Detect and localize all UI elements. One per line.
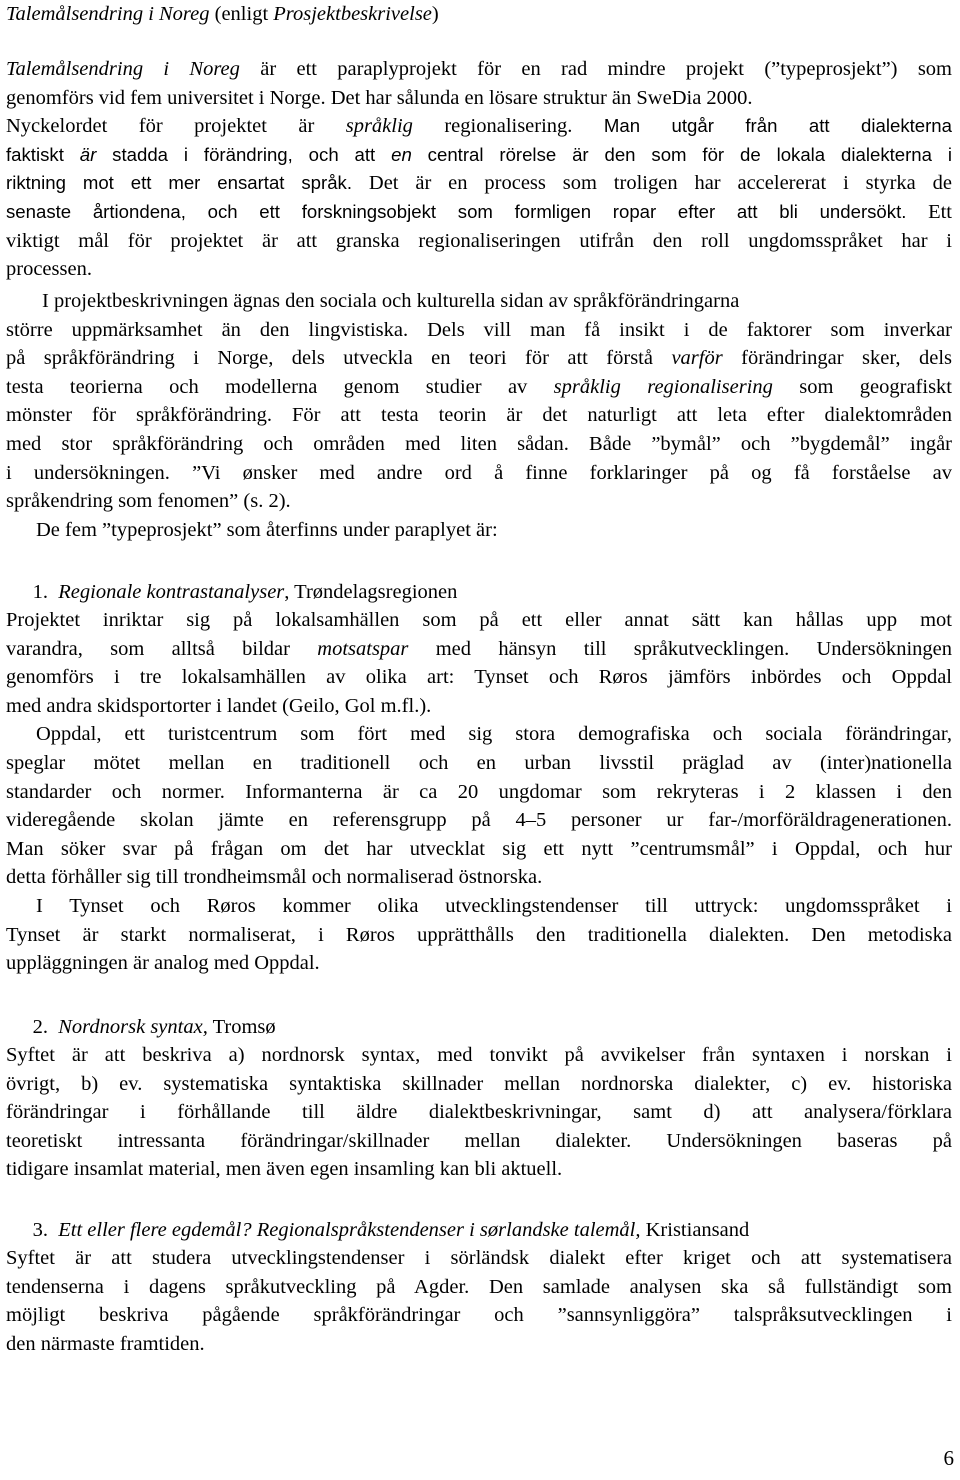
document-title: Talemålsendring i Noreg (enligt Prosjektbeskrivelse) — [6, 3, 439, 25]
item-2-body: Syftet är att beskriva a) nordnorsk syntax, med tonvikt på avvikelser från syntaxen i norskan i övrigt, b) ev. systematiska syntaktiska skillnader mellan nordnorska dialekter, c) ev. historiska förändringar i förhållande till äldre dialektbeskrivningar, samt d) att analysera/förklara teoretiskt intressanta förändringar/skillnader mellan dialekter. Undersökningen baseras på tidigare insamlat material, men även egen insamling kan bli aktuell. — [6, 1044, 952, 1181]
item-3-body: Syftet är att studera utvecklingstendenser i sörländsk dialekt efter kriget och att systematisera tendenserna i dagens språkutveckling på Agder. Den samlade analysen ska så fullständigt som möjligt beskriva pågående språkförändringar och ”sannsynliggöra” talspråksutvecklingen i den närmaste framtiden. — [6, 1247, 952, 1355]
item-2-heading: 2. Nordnorsk syntax, Tromsø — [32, 1016, 276, 1038]
item-1-heading: 1. Regionale kontrastanalyser, Trøndelagsregionen — [32, 581, 458, 603]
item-3-heading: 3. Ett eller flere egdemål? Regionalspråkstendenser i sørlandske talemål, Kristiansand — [32, 1219, 750, 1241]
item-1-body: Projektet inriktar sig på lokalsamhällen som på ett eller annat sätt kan hållas upp mot varandra, som alltså bildar motsatspar med hänsyn till språkutvecklingen. Undersökningen genomförs i tre lokalsamhällen av olika art: Tynset och Røros jämförs inbördes och Oppdal med andra skidsportorter i landet (Geilo, Gol m.fl.). Oppdal, ett turistcentrum som fört med sig stora demografiska och sociala förändringar, speglar mötet mellan en traditionell och en urban livsstil präglad av (inter)nationella standarder och normer. Informanterna är ca 20 ungdomar som rekryteras i 2 klassen i den videregående skolan jämte en referensgrupp på 4–5 personer ur far-/morföräldragenerationen. Man söker svar på frågan om det har utvecklat sig ett nytt ”centrumsmål” i Oppdal, och hur detta förhåller sig till trondheimsmål och normaliserad östnorska. I Tynset och Røros kommer olika utvecklingstendenser till uttryck: ungdomsspråket i Tynset är starkt normaliserat, i Røros upprätthålls den traditionella dialekten. Den metodiska uppläggningen är analog med Oppdal. — [6, 609, 952, 975]
project-description-paragraph: I projektbeskrivningen ägnas den sociala och kulturella sidan av språkförändringarna större uppmärksamhet än den lingvistiska. Dels vill man få insikt i de faktorer som inverkar på språkförändring i Norge, dels utveckla en teori för att förstå varför förändringar sker, dels testa teorierna och modellerna genom studier av språklig regionalisering som geografiskt mönster för språkförändring. För att testa teorin är det naturligt att leta efter dialektområden med stor språkförändring och områden med liten sådan. Både ”bymål” och ”bygdemål” ingår i undersökningen. ”Vi ønsker med andre ord å finne forklaringer på og få forståelse av språkendring som fenomen” (s. 2). De fem ”typeprosjekt” som återfinns under paraplyet är: — [6, 290, 953, 541]
page-number: 6 — [943, 1446, 954, 1470]
intro-paragraph: Talemålsendring i Noreg är ett paraplyprojekt för en rad mindre projekt (”typeprosjekt”) som genomförs vid fem universitet i Norge. Det har sålunda en lösare struktur än SweDia 2000. Nyckelordet för projektet är språklig regionalisering. Man utgår från att dialekterna faktiskt är stadda i förändring, och att en central rörelse är den som för de lokala dialekterna i riktning mot ett mer ensartat språk. Det är en process som troligen har accelererat i styrka de senaste årtiondena, och ett forskningsobjekt som formligen ropar efter att bli undersökt. Ett viktigt mål för projektet är att granska regionaliseringen utifrån den roll ungdomsspråket har i processen. — [6, 58, 953, 281]
title-italic: Talemålsendring i Noreg — [6, 3, 210, 25]
